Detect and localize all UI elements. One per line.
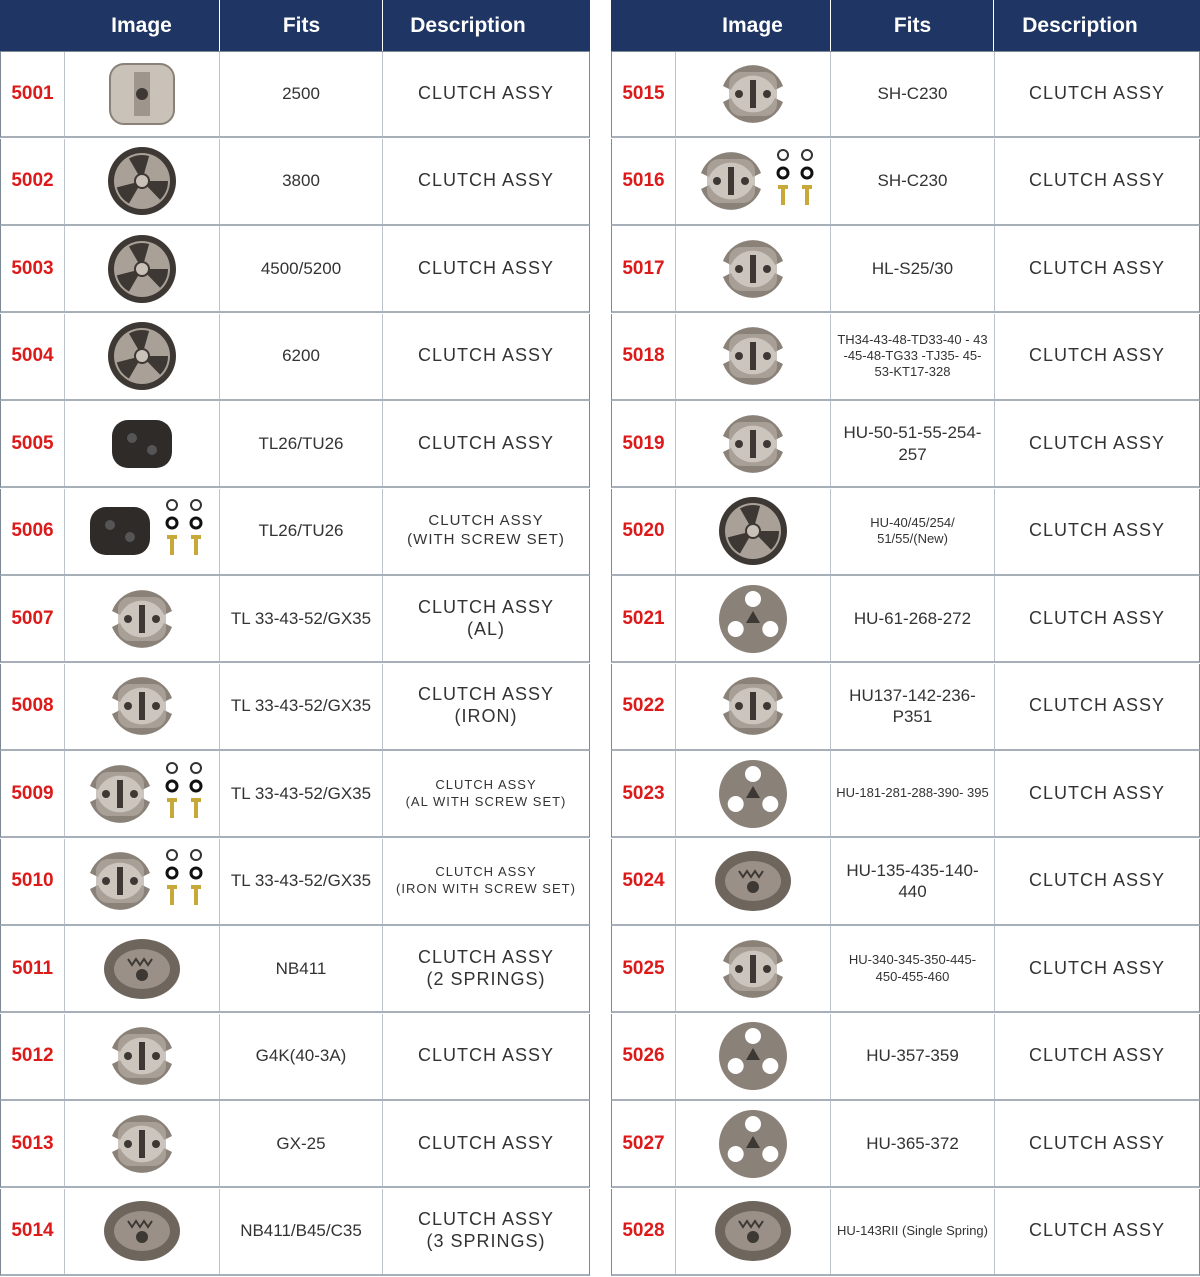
part-number: 5021	[622, 607, 665, 629]
part-number: 5025	[622, 957, 665, 979]
fits-model: SH-C230	[830, 52, 994, 136]
clutch-shoe-icon	[67, 666, 217, 746]
table-row	[0, 226, 590, 313]
part-number: 5013	[11, 1132, 54, 1154]
table-row	[611, 576, 1200, 663]
clutch-shoe-icon	[678, 229, 828, 309]
fits-model: HU-143RII (Single Spring)	[830, 1189, 994, 1274]
part-image	[675, 314, 830, 399]
part-image	[64, 751, 219, 836]
description	[994, 226, 1199, 311]
table-row	[0, 401, 590, 488]
clutch-triple-icon	[678, 1104, 828, 1184]
clutch-shoe-icon	[67, 1016, 217, 1096]
description-line: CLUTCH ASSY	[417, 1132, 555, 1153]
description-line: CLUTCH ASSY	[417, 345, 555, 366]
description-line: CLUTCH ASSY	[1028, 695, 1166, 716]
fits-model: TL 33-43-52/GX35	[219, 664, 382, 749]
description-line: (IRON)	[454, 706, 518, 726]
part-number: 5005	[11, 432, 54, 454]
part-number: 5028	[622, 1220, 665, 1241]
part-number: 5002	[11, 170, 54, 191]
part-image	[64, 1101, 219, 1186]
part-image	[64, 1189, 219, 1274]
clutch-plate-icon	[67, 54, 217, 134]
parts-table-left	[0, 0, 590, 1277]
fits-model: G4K(40-3A)	[219, 1014, 382, 1099]
description-line: CLUTCH ASSY	[1028, 1045, 1166, 1066]
header-fits: Fits	[830, 0, 994, 51]
clutch-spring-icon	[678, 841, 828, 921]
description	[994, 401, 1199, 486]
description-line: (2 SPRINGS)	[426, 968, 546, 989]
table-row	[0, 751, 590, 838]
header-image: Image	[111, 14, 172, 37]
fits-model: TL26/TU26	[219, 489, 382, 574]
clutch-shoe-icon	[678, 929, 828, 1009]
part-image	[675, 1189, 830, 1274]
part-image	[64, 226, 219, 311]
description	[994, 52, 1199, 136]
part-number: 5003	[11, 257, 54, 279]
table-row	[0, 1014, 590, 1101]
part-number: 5011	[11, 957, 54, 979]
part-image	[675, 664, 830, 749]
clutch-spring-icon	[67, 929, 217, 1009]
fits-model: TL 33-43-52/GX35	[219, 751, 382, 836]
description	[382, 314, 589, 399]
description	[994, 314, 1199, 399]
description	[994, 139, 1199, 224]
part-number: 5006	[11, 520, 54, 541]
description	[994, 576, 1199, 661]
part-image	[675, 576, 830, 661]
description	[382, 839, 589, 924]
description	[382, 1014, 589, 1099]
part-image	[675, 52, 830, 136]
part-image	[675, 926, 830, 1011]
fits-model: 2500	[219, 52, 382, 136]
part-image	[675, 1101, 830, 1186]
clutch-drum-icon	[67, 141, 217, 221]
fits-model: HU137-142-236-P351	[830, 664, 994, 749]
fits-model: HU-181-281-288-390- 395	[830, 751, 994, 836]
description-line: CLUTCH ASSY	[1028, 782, 1166, 803]
description-line: CLUTCH ASSY	[1028, 1220, 1166, 1241]
clutch-drum-icon	[67, 229, 217, 309]
clutch-triple-icon	[678, 754, 828, 834]
clutch-triple-icon	[678, 1016, 828, 1096]
table-row	[0, 839, 590, 926]
description-line: CLUTCH ASSY	[1028, 170, 1166, 191]
description-line: CLUTCH ASSY	[417, 946, 555, 967]
table-row	[0, 489, 590, 576]
description-line: CLUTCH ASSY	[417, 432, 555, 453]
description	[382, 1101, 589, 1186]
part-number: 5008	[11, 695, 54, 716]
description-line: CLUTCH ASSY	[1028, 957, 1166, 978]
fits-model: HU-365-372	[830, 1101, 994, 1186]
description-line: (AL WITH SCREW SET)	[405, 793, 567, 809]
part-number: 5010	[11, 870, 54, 891]
part-image	[675, 1014, 830, 1099]
part-image	[64, 839, 219, 924]
table-row	[611, 1189, 1200, 1276]
part-image	[64, 576, 219, 661]
fits-model: GX-25	[219, 1101, 382, 1186]
description	[994, 1189, 1199, 1274]
description-line: (3 SPRINGS)	[426, 1231, 546, 1251]
fits-model: TL26/TU26	[219, 401, 382, 486]
description-line: (WITH SCREW SET)	[407, 531, 565, 548]
part-image	[64, 314, 219, 399]
part-number: 5022	[622, 695, 665, 716]
clutch-shoe-icon	[678, 666, 828, 746]
part-number: 5027	[622, 1132, 665, 1154]
part-image	[675, 401, 830, 486]
part-image	[64, 926, 219, 1011]
clutch-shoe-icon	[67, 841, 217, 921]
description	[994, 751, 1199, 836]
fits-model: TL 33-43-52/GX35	[219, 839, 382, 924]
clutch-shoe-icon	[678, 404, 828, 484]
clutch-spring-icon	[67, 1191, 217, 1271]
table-row	[0, 1189, 590, 1276]
clutch-shoe-icon	[67, 1104, 217, 1184]
fits-model: HL-S25/30	[830, 226, 994, 311]
part-number: 5004	[11, 345, 54, 366]
parts-table-right	[611, 0, 1200, 1277]
clutch-drum-icon	[678, 491, 828, 571]
description	[382, 489, 589, 574]
part-image	[64, 52, 219, 136]
description-line: CLUTCH ASSY	[417, 596, 555, 617]
description-line: CLUTCH ASSY	[1028, 345, 1166, 366]
table-row	[0, 926, 590, 1013]
clutch-drum-icon	[67, 316, 217, 396]
description	[382, 576, 589, 661]
fits-model: SH-C230	[830, 139, 994, 224]
clutch-spring-icon	[678, 1191, 828, 1271]
part-number: 5012	[11, 1045, 54, 1066]
description-line: CLUTCH ASSY	[1028, 870, 1166, 891]
part-number: 5019	[622, 432, 665, 454]
description	[382, 52, 589, 136]
description	[994, 1014, 1199, 1099]
part-image	[64, 1014, 219, 1099]
table-row	[611, 401, 1200, 488]
table-row	[611, 751, 1200, 838]
part-number: 5001	[11, 83, 54, 104]
table-row	[611, 489, 1200, 576]
fits-model: 4500/5200	[219, 226, 382, 311]
table-row	[611, 314, 1200, 401]
part-image	[64, 139, 219, 224]
table-row	[0, 664, 590, 751]
table-row	[611, 1014, 1200, 1101]
description-line: CLUTCH ASSY	[417, 1045, 555, 1066]
part-image	[675, 751, 830, 836]
part-image	[64, 401, 219, 486]
fits-model: HU-61-268-272	[830, 576, 994, 661]
description	[382, 226, 589, 311]
part-image	[675, 489, 830, 574]
description	[994, 926, 1199, 1011]
part-number: 5024	[622, 870, 665, 891]
fits-model: HU-340-345-350-445- 450-455-460	[830, 926, 994, 1011]
description-line: (AL)	[466, 618, 505, 639]
part-image	[64, 489, 219, 574]
part-number: 5014	[11, 1220, 54, 1241]
description-line: CLUTCH ASSY	[417, 684, 555, 705]
table-row	[0, 1101, 590, 1188]
description-line: CLUTCH ASSY	[1028, 520, 1166, 541]
header-description: Description	[382, 0, 553, 51]
header-description: Description	[993, 0, 1166, 51]
fits-model: HU-50-51-55-254-257	[830, 401, 994, 486]
fits-model: NB411/B45/C35	[219, 1189, 382, 1274]
description-line: CLUTCH ASSY	[1028, 1132, 1166, 1153]
description-line: CLUTCH ASSY	[417, 170, 555, 191]
fits-model: TL 33-43-52/GX35	[219, 576, 382, 661]
description-line: (IRON WITH SCREW SET)	[396, 881, 576, 896]
fits-model: 3800	[219, 139, 382, 224]
description-line: CLUTCH ASSY	[435, 776, 537, 792]
description	[382, 664, 589, 749]
table-row	[611, 839, 1200, 926]
table-row	[611, 139, 1200, 226]
table-row	[0, 314, 590, 401]
header-image: Image	[722, 14, 783, 37]
clutch-shoe-icon	[678, 141, 828, 221]
description	[994, 1101, 1199, 1186]
table-row	[0, 139, 590, 226]
description-line: CLUTCH ASSY	[417, 83, 555, 104]
description	[382, 926, 589, 1011]
part-number: 5017	[622, 257, 665, 279]
description	[382, 401, 589, 486]
clutch-shoe-icon	[67, 754, 217, 834]
part-number: 5007	[11, 607, 54, 629]
clutch-rubber-icon	[67, 404, 217, 484]
part-number: 5020	[622, 520, 665, 541]
clutch-shoe-icon	[678, 54, 828, 134]
table-header	[0, 0, 590, 51]
fits-model: HU-135-435-140-440	[830, 839, 994, 924]
fits-model: HU-357-359	[830, 1014, 994, 1099]
part-number: 5016	[622, 170, 665, 191]
fits-model: 6200	[219, 314, 382, 399]
header-fits: Fits	[219, 0, 383, 51]
part-image	[675, 139, 830, 224]
description-line: CLUTCH ASSY	[417, 1209, 555, 1230]
table-row	[0, 51, 590, 138]
clutch-rubber-icon	[67, 491, 217, 571]
table-row	[611, 226, 1200, 313]
description-line: CLUTCH ASSY	[435, 864, 537, 880]
table-row	[0, 576, 590, 663]
description-line: CLUTCH ASSY	[428, 512, 544, 530]
table-row	[611, 664, 1200, 751]
description	[382, 139, 589, 224]
clutch-shoe-icon	[678, 316, 828, 396]
description	[382, 751, 589, 836]
clutch-triple-icon	[678, 579, 828, 659]
clutch-shoe-icon	[67, 579, 217, 659]
fits-model: TH34-43-48-TD33-40 - 43 -45-48-TG33 -TJ35- 45-53-KT17-328	[830, 314, 994, 399]
description-line: CLUTCH ASSY	[417, 257, 555, 278]
table-header	[611, 0, 1200, 51]
table-row	[611, 51, 1200, 138]
part-image	[675, 839, 830, 924]
table-row	[611, 1101, 1200, 1188]
part-number: 5026	[622, 1045, 665, 1066]
description-line: CLUTCH ASSY	[1028, 432, 1166, 453]
description	[382, 1189, 589, 1274]
part-number: 5023	[622, 782, 665, 804]
part-image	[64, 664, 219, 749]
part-number: 5009	[11, 782, 54, 804]
description-line: CLUTCH ASSY	[1028, 83, 1166, 104]
table-row	[611, 926, 1200, 1013]
description-line: CLUTCH ASSY	[1028, 257, 1166, 278]
description	[994, 489, 1199, 574]
fits-model: NB411	[219, 926, 382, 1011]
description	[994, 839, 1199, 924]
part-image	[675, 226, 830, 311]
description	[994, 664, 1199, 749]
description-line: CLUTCH ASSY	[1028, 607, 1166, 628]
part-number: 5018	[622, 345, 665, 366]
fits-model: HU-40/45/254/ 51/55/(New)	[830, 489, 994, 574]
part-number: 5015	[622, 83, 665, 104]
